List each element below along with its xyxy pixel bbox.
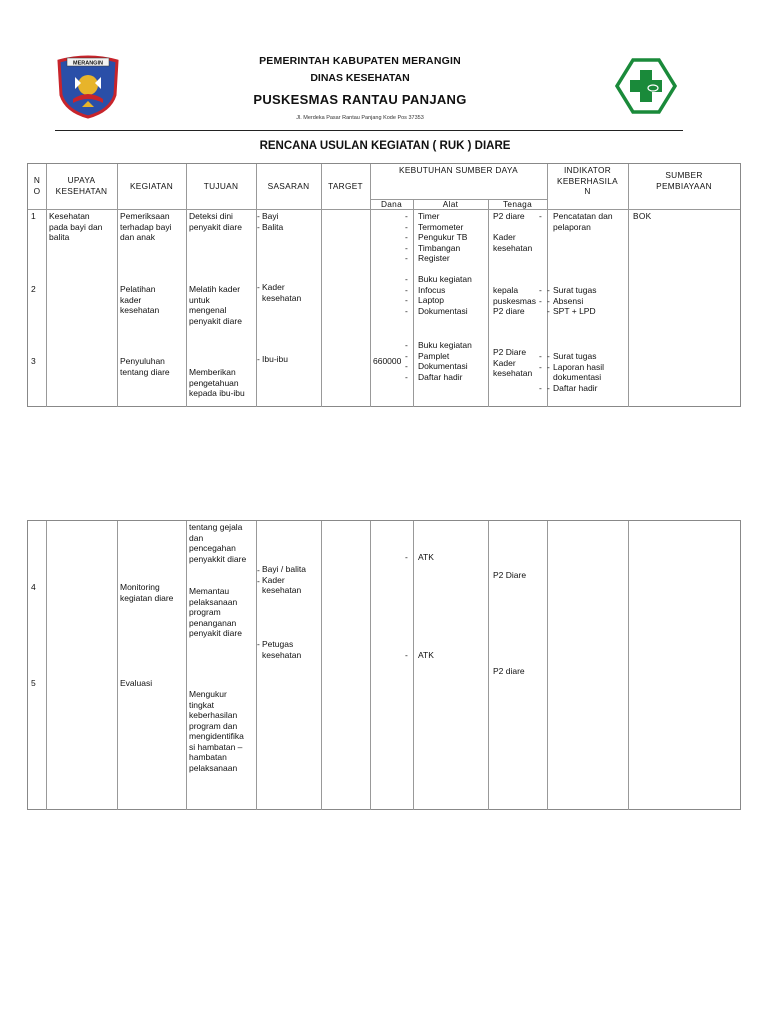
document-title: RENCANA USULAN KEGIATAN ( RUK ) DIARE xyxy=(259,140,511,152)
row5-kegiatan: Evaluasi xyxy=(120,678,153,688)
col-no: N O xyxy=(33,175,41,196)
row5-tujuan: Mengukur tingkat keberhasilan program dan mengidentifika si hambatan – hambatan pelaksanaan xyxy=(189,689,244,773)
emblem-label: MERANGIN xyxy=(73,60,103,67)
row3-sasaran: Ibu-ibu xyxy=(262,354,288,364)
puskesmas-name: PUSKESMAS RANTAU PANJANG xyxy=(253,92,467,107)
row3-tujuan-cont: tentang gejala dan pencegahan penyakkit diare xyxy=(189,522,247,564)
office-name: DINAS KESEHATAN xyxy=(310,72,410,84)
row2-kegiatan: Pelatihan kader kesehatan xyxy=(120,284,160,315)
row2-sasaran: Kader kesehatan xyxy=(262,282,302,303)
row3-kegiatan: Penyuluhan tentang diare xyxy=(120,356,170,377)
ruk-table-continued: tentang gejala dan pencegahan penyakkit diare 4 Monitoring kegiatan diare Memantau pelaksanaan program penanganan penyakit diare - - Bayi / balita Kader kesehatan - ATK P2 Diare 5 Evaluasi Mengukur tingkat keberhasilan program dan mengidentifika si hambatan – hambatan pelaksanaan - Petugas kesehatan - ATK P2 diare xyxy=(27,520,741,810)
health-logo xyxy=(615,58,677,114)
row4-no: 4 xyxy=(31,582,36,592)
row3-alat: Buku kegiatan Pamplet Dokumentasi Daftar hadir xyxy=(418,340,472,382)
row4-tujuan: Memantau pelaksanaan program penanganan penyakit diare xyxy=(189,586,242,638)
ruk-table: N O UPAYA KESEHATAN KEGIATAN TUJUAN SASARAN TARGET KEBUTUHAN SUMBER DAYA Dana Alat Tenaga INDIKATOR KEBERHASILA N SUMBER PEMBIAYAAN 1 Kesehatan pada bayi dan balita Pemeriksaan terhadap bayi dan anak Deteksi dini penyakit diare - - Bayi Balita - - - - - Timer Termometer Pengukur TB Timbangan Register - P2 diare Kader kesehatan Pencatatan dan pelaporan BOK 2 Pelatihan kader kesehatan Melatih kader untuk mengenal penyakit diare - Kader kesehatan - - - - Buku kegiatan Infocus Laptop Dokumentasi - - kepala puskesmas P2 diare - - - Surat tugas Absensi SPT + LPD 3 Penyuluhan tentang diare Memberikan pengetahuan kepada ibu-ibu - Ibu-ibu 660000 - - - - Buku kegiatan Pamplet Dokumentasi Daftar hadir - - - P2 Diare Kader kesehatan - - - Surat tugas Laporan hasil dokumentasi Daftar hadir xyxy=(27,163,741,407)
row1-alat: Timer Termometer Pengukur TB Timbangan Register xyxy=(418,211,468,263)
row1-upaya: Kesehatan pada bayi dan balita xyxy=(49,211,103,242)
row5-no: 5 xyxy=(31,678,36,688)
col-tenaga: Tenaga xyxy=(502,199,533,209)
col-alat: Alat xyxy=(442,199,459,209)
row2-indikator: Surat tugas Absensi SPT + LPD xyxy=(553,285,597,316)
col-indikator: INDIKATOR KEBERHASILA N xyxy=(557,165,618,196)
row1-no: 1 xyxy=(31,211,36,221)
row1-sumber: BOK xyxy=(633,211,652,221)
row1-kegiatan: Pemeriksaan terhadap bayi dan anak xyxy=(120,211,172,242)
header-divider xyxy=(55,130,683,131)
row3-indikator: Surat tugas Laporan hasil dokumentasi Daftar hadir xyxy=(553,351,605,393)
row3-tenaga: P2 Diare Kader kesehatan xyxy=(493,347,533,378)
row5-sasaran: Petugas kesehatan xyxy=(262,639,302,660)
row1-sasaran: Bayi Balita xyxy=(262,211,284,232)
government-name: PEMERINTAH KABUPATEN MERANGIN xyxy=(259,55,461,67)
col-sasaran: SASARAN xyxy=(267,181,310,191)
row3-dana: 660000 xyxy=(373,356,402,366)
row1-tujuan: Deteksi dini penyakit diare xyxy=(189,211,242,232)
col-dana: Dana xyxy=(380,199,403,209)
row2-alat: Buku kegiatan Infocus Laptop Dokumentasi xyxy=(418,274,472,316)
col-kegiatan: KEGIATAN xyxy=(129,181,174,191)
address: Jl. Merdeka Pasar Rantau Panjang Kode Pos 37353 xyxy=(296,115,424,121)
col-tujuan: TUJUAN xyxy=(203,181,239,191)
row5-tenaga: P2 diare xyxy=(493,666,525,676)
row2-tujuan: Melatih kader untuk mengenal penyakit diare xyxy=(189,284,242,326)
row4-sasaran: Bayi / balita Kader kesehatan xyxy=(262,564,306,595)
row2-tenaga: kepala puskesmas P2 diare xyxy=(493,285,536,316)
regency-emblem xyxy=(55,55,121,119)
row4-alat: ATK xyxy=(418,552,434,562)
col-sumber: SUMBER PEMBIAYAAN xyxy=(656,170,712,191)
row1-tenaga: P2 diare Kader kesehatan xyxy=(493,211,533,253)
row3-tujuan: Memberikan pengetahuan kepada ibu-ibu xyxy=(189,367,245,398)
col-kebutuhan: KEBUTUHAN SUMBER DAYA xyxy=(399,165,518,175)
col-upaya: UPAYA KESEHATAN xyxy=(55,175,108,196)
row4-kegiatan: Monitoring kegiatan diare xyxy=(120,582,174,603)
col-target: TARGET xyxy=(328,181,363,191)
row1-indikator: Pencatatan dan pelaporan xyxy=(553,211,613,232)
row5-alat: ATK xyxy=(418,650,434,660)
row2-no: 2 xyxy=(31,284,36,294)
row3-no: 3 xyxy=(31,356,36,366)
row4-tenaga: P2 Diare xyxy=(493,570,527,580)
